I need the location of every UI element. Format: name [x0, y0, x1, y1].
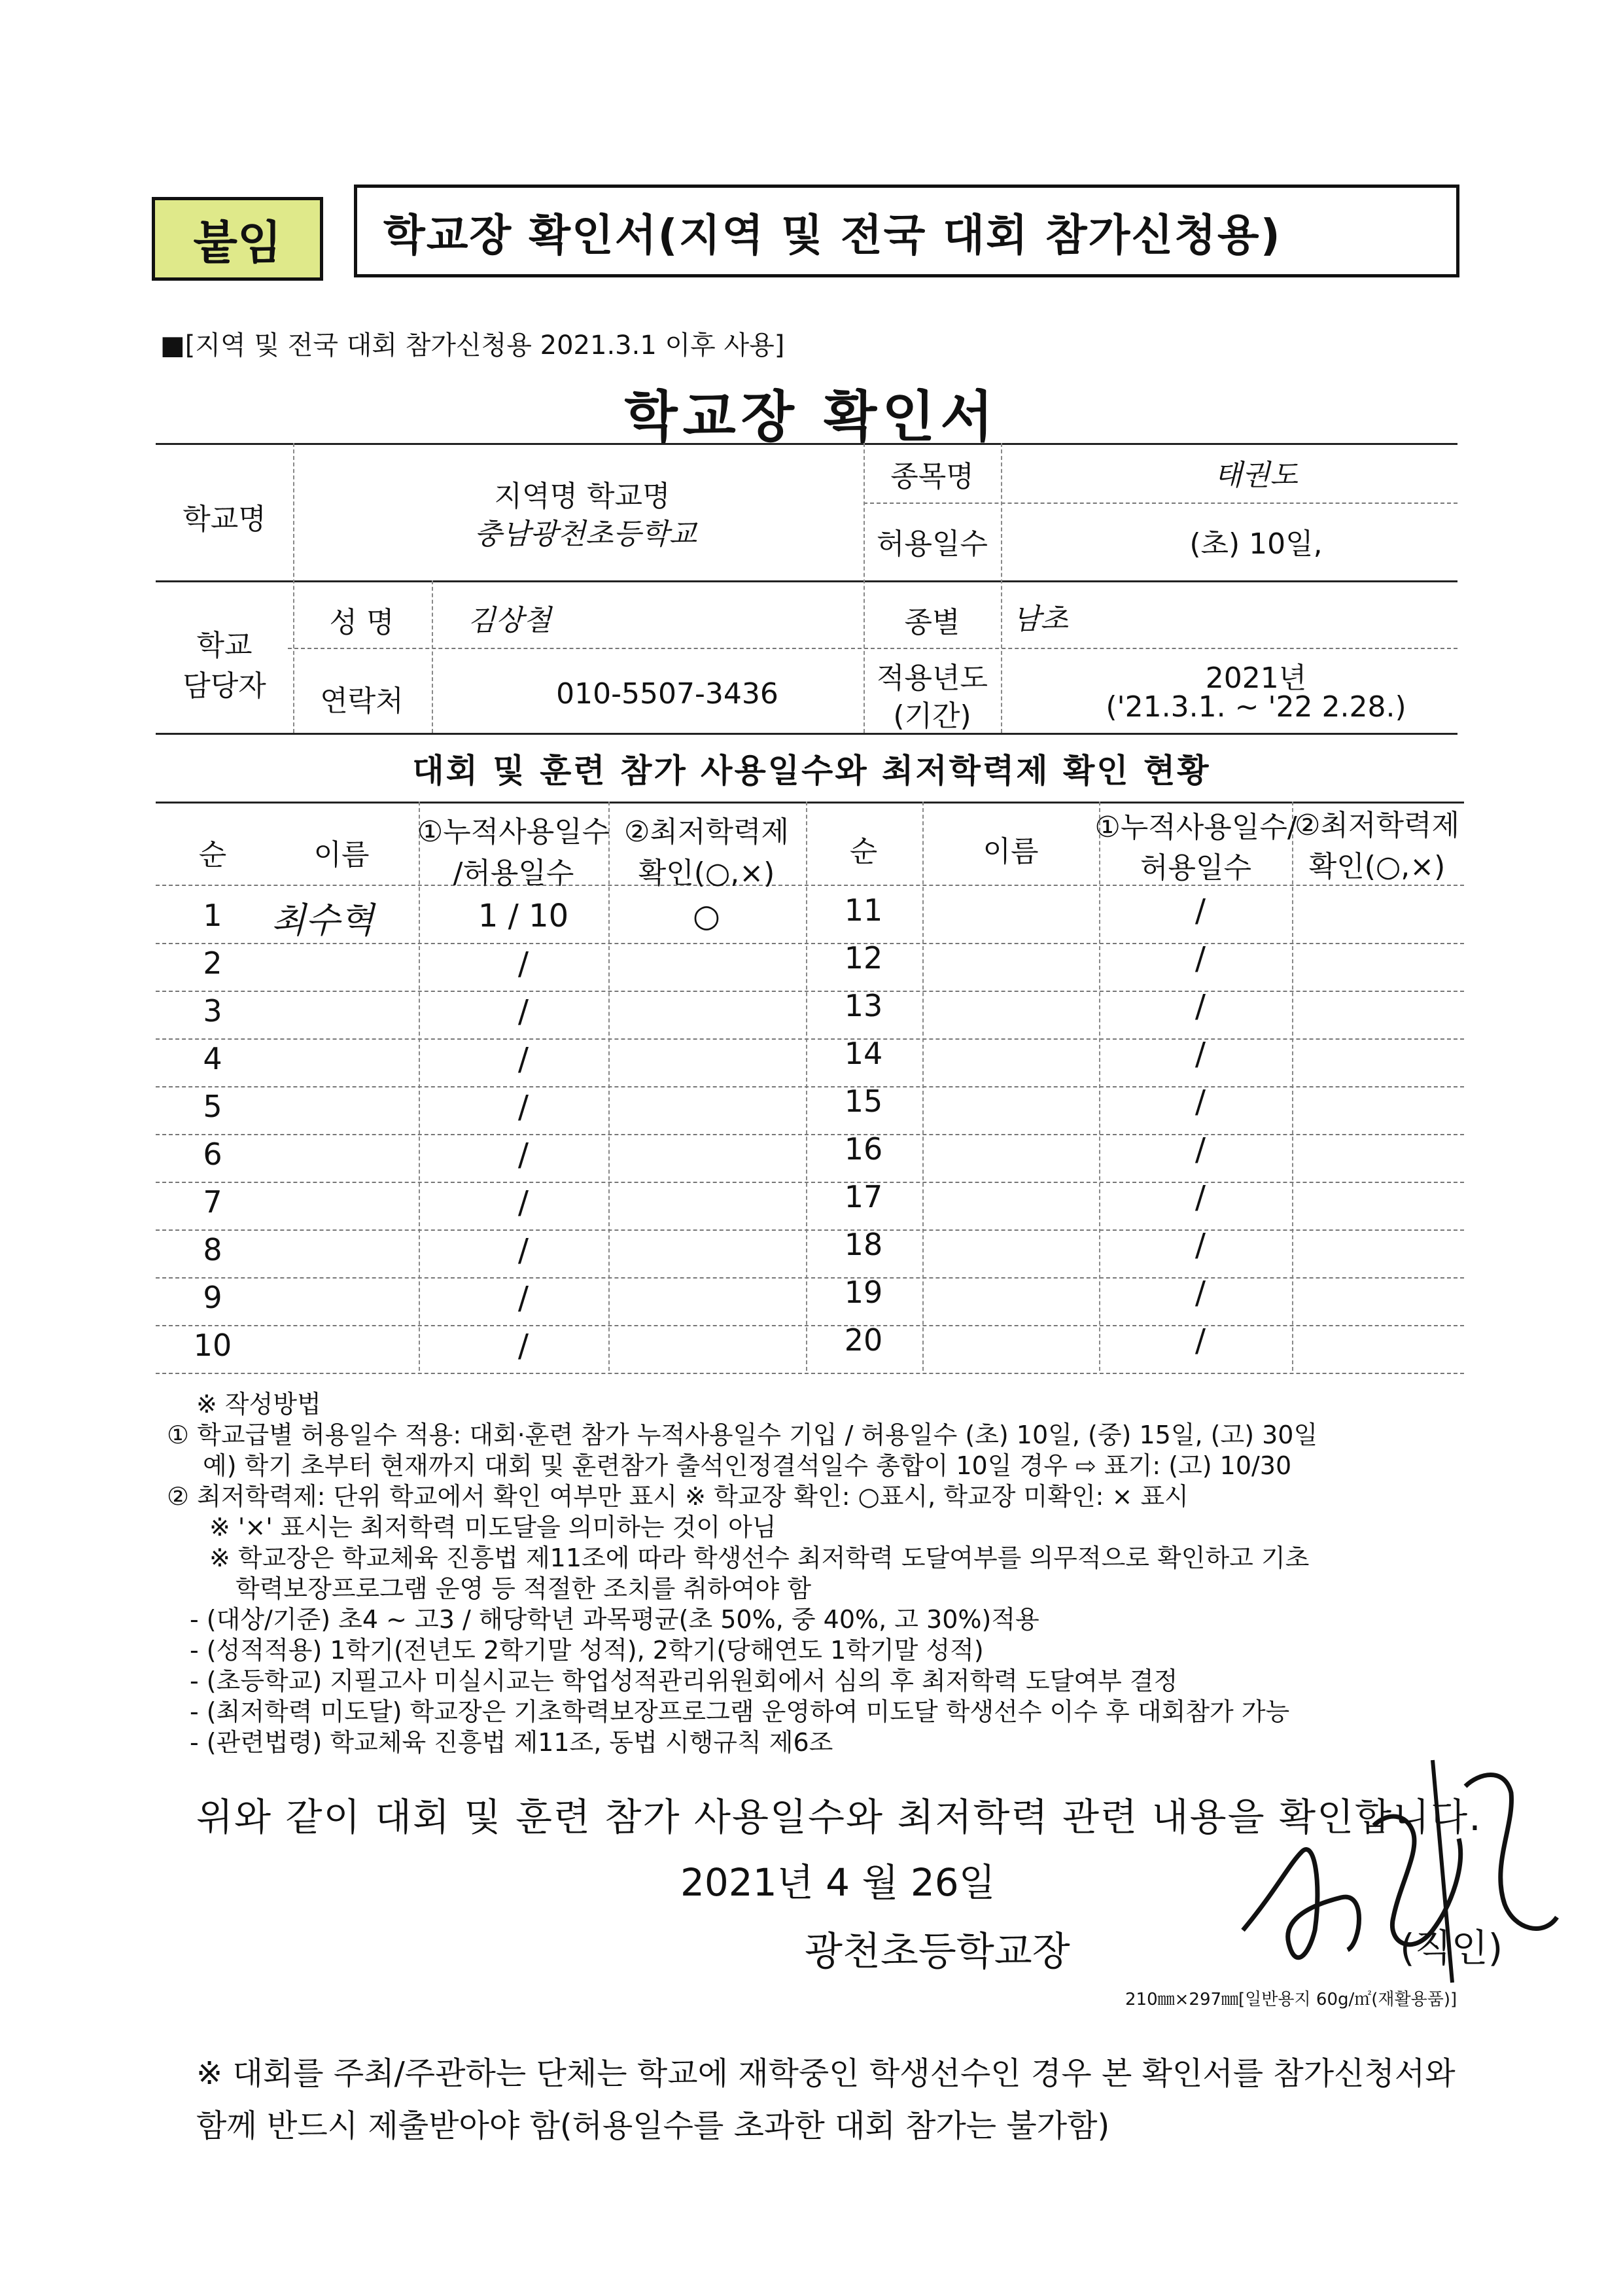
- header-min-1: ②최저학력제: [624, 815, 789, 849]
- paper-spec: 210㎜×297㎜[일반용지 60g/㎡(재활용품)]: [1125, 1990, 1457, 2009]
- sport-value: 태권도: [1214, 459, 1298, 492]
- header-min-2: 확인(○,×): [638, 857, 775, 890]
- period-value: ('21.3.1. ~ '22 2.28.): [1106, 690, 1406, 724]
- usage-days: /: [1195, 1322, 1206, 1359]
- contact-value: 010-5507-3436: [556, 677, 778, 711]
- row-number: 2: [203, 945, 222, 981]
- row-number: 15: [844, 1084, 883, 1119]
- guide-line: - (관련법령) 학교체육 진흥법 제11조, 동법 시행규칙 제6조: [190, 1728, 833, 1757]
- row-divider: [156, 1134, 1464, 1135]
- guide-line: 학력보장프로그램 운영 등 적절한 조치를 취하여야 함: [236, 1574, 812, 1603]
- min-academic-mark: ○: [693, 898, 720, 934]
- allowed-label: 허용일수: [876, 527, 988, 561]
- attachment-label: 붙임: [152, 197, 323, 281]
- row-number: 14: [844, 1036, 883, 1071]
- confirm-text: 위와 같이 대회 및 훈련 참가 사용일수와 최저학력 관련 내용을 확인합니다.: [196, 1795, 1482, 1839]
- row-number: 11: [844, 892, 883, 928]
- usage-days: /: [517, 1137, 529, 1173]
- staff-name-label: 성 명: [329, 606, 394, 639]
- staff-name: 김상철: [468, 604, 551, 637]
- info-divider: [288, 648, 1457, 649]
- header-title: 학교장 확인서(지역 및 전국 대회 참가신청용): [354, 185, 1459, 277]
- category-value: 남초: [1013, 603, 1069, 636]
- row-number: 1: [203, 898, 222, 933]
- row-divider: [156, 991, 1464, 992]
- guide-line: 예) 학기 초부터 현재까지 대회 및 훈련참가 출석인정결석일수 총합이 10일 경우 ⇨ 표기: (고) 10/30: [203, 1451, 1292, 1480]
- row-number: 18: [844, 1227, 883, 1262]
- usage-header-line: [156, 885, 1464, 886]
- guide-line: - (대상/기준) 초4 ~ 고3 / 해당학년 과목평균(초 50%, 중 40%, 고 30%)적용: [190, 1605, 1039, 1634]
- official-seal: (직인): [1400, 1926, 1503, 1970]
- header-min-right-1: ②최저학력제: [1295, 809, 1459, 842]
- row-number: 13: [844, 988, 883, 1023]
- info-mid-line: [156, 580, 1457, 582]
- header-min-right-2: 확인(○,×): [1308, 850, 1446, 883]
- info-col-line: [1001, 443, 1002, 733]
- row-number: 12: [844, 940, 883, 976]
- header-name: 이름: [313, 838, 370, 872]
- header-no: 순: [198, 838, 227, 872]
- usage-days: /: [517, 1280, 529, 1316]
- staff-label-2: 담당자: [183, 669, 266, 703]
- usage-days: /: [1195, 1084, 1206, 1120]
- row-divider: [156, 943, 1464, 944]
- guide-line: ※ '×' 표시는 최저학력 미도달을 의미하는 것이 아님: [209, 1513, 777, 1542]
- student-name: 최수혁: [271, 900, 374, 941]
- guide-line: ※ 작성방법: [196, 1390, 321, 1419]
- row-divider: [156, 1038, 1464, 1040]
- usage-days: /: [1195, 1036, 1206, 1072]
- date-text: 2021년 4 월 26일: [680, 1860, 996, 1905]
- header-name-right: 이름: [983, 835, 1039, 868]
- signature-image: [1217, 1734, 1583, 2009]
- info-col-line: [432, 580, 433, 733]
- info-top-line: [156, 443, 1457, 445]
- usage-days: /: [1195, 1179, 1206, 1216]
- header-no-right: 순: [849, 835, 878, 868]
- header-days-right-1: ①누적사용일수/: [1094, 811, 1297, 844]
- year-value: 2021년: [1205, 662, 1307, 695]
- info-bottom-line: [156, 733, 1457, 735]
- header-days-right-2: 허용일수: [1140, 851, 1252, 885]
- usage-days: /: [517, 993, 529, 1030]
- usage-days: 1 / 10: [478, 898, 569, 934]
- guide-line: - (성적적용) 1학기(전년도 2학기말 성적), 2학기(당해연도 1학기말 성적): [190, 1636, 984, 1665]
- info-col-line: [293, 443, 294, 733]
- footer-line-1: ※ 대회를 주최/주관하는 단체는 학교에 재학중인 학생선수인 경우 본 확인서를 참가신청서와: [196, 2055, 1456, 2092]
- row-divider: [156, 1325, 1464, 1326]
- usage-days: /: [1195, 1227, 1206, 1263]
- usage-days: /: [517, 1089, 529, 1125]
- usage-days: /: [1195, 940, 1206, 977]
- row-number: 6: [203, 1137, 222, 1172]
- usage-days: /: [517, 1184, 529, 1221]
- guide-line: ② 최저학력제: 단위 학교에서 확인 여부만 표시 ※ 학교장 확인: ○표시, 학교장 미확인: × 표시: [167, 1482, 1189, 1511]
- row-number: 4: [203, 1041, 222, 1076]
- usage-days: /: [517, 945, 529, 982]
- row-number: 20: [844, 1322, 883, 1358]
- row-number: 19: [844, 1275, 883, 1310]
- info-col-line: [864, 443, 865, 733]
- row-divider: [156, 1086, 1464, 1087]
- guide-line: ※ 학교장은 학교체육 진흥법 제11조에 따라 학생선수 최저학력 도달여부를 의무적으로 확인하고 기초: [209, 1544, 1310, 1572]
- year-label-1: 적용년도: [876, 662, 988, 695]
- row-divider: [156, 1373, 1464, 1374]
- usage-days: /: [1195, 988, 1206, 1025]
- sport-label: 종목명: [890, 460, 974, 493]
- row-divider: [156, 1277, 1464, 1279]
- staff-label-1: 학교: [196, 629, 253, 662]
- allowed-value: (초) 10일,: [1189, 527, 1323, 561]
- footer-line-2: 함께 반드시 제출받아야 함(허용일수를 초과한 대회 참가는 불가함): [196, 2108, 1110, 2144]
- guide-line: ① 학교급별 허용일수 적용: 대회·훈련 참가 누적사용일수 기입 / 허용일수 (초) 10일, (중) 15일, (고) 30일: [167, 1421, 1318, 1449]
- school-label: 학교명: [183, 503, 266, 536]
- school-sub-label: 지역명 학교명: [494, 480, 671, 513]
- category-label: 종별: [904, 606, 960, 639]
- guide-line: - (초등학교) 지필고사 미실시교는 학업성적관리위원회에서 심의 후 최저학력 도달여부 결정: [190, 1667, 1178, 1695]
- row-number: 5: [203, 1089, 222, 1124]
- row-number: 3: [203, 993, 222, 1029]
- header-days-1: ①누적사용일수: [417, 815, 610, 849]
- usage-days: /: [1195, 1131, 1206, 1168]
- info-divider: [864, 503, 1457, 504]
- usage-days: /: [517, 1328, 529, 1364]
- row-number: 8: [203, 1232, 222, 1267]
- year-label-2: (기간): [893, 699, 971, 733]
- school-name: 충남광천초등학교: [474, 518, 697, 551]
- row-number: 17: [844, 1179, 883, 1214]
- row-number: 16: [844, 1131, 883, 1167]
- row-number: 9: [203, 1280, 222, 1315]
- contact-label: 연락처: [320, 684, 404, 718]
- row-number: 10: [193, 1328, 232, 1363]
- row-divider: [156, 1229, 1464, 1231]
- usage-days: /: [517, 1041, 529, 1078]
- row-divider: [156, 1182, 1464, 1183]
- usage-notice: ■[지역 및 전국 대회 참가신청용 2021.3.1 이후 사용]: [160, 330, 785, 361]
- usage-days: /: [517, 1232, 529, 1269]
- section-title: 대회 및 훈련 참가 사용일수와 최저학력제 확인 현황: [412, 752, 1211, 790]
- header-days-2: /허용일수: [453, 857, 574, 890]
- principal-title: 광천초등학교장: [805, 1929, 1070, 1975]
- usage-days: /: [1195, 892, 1206, 929]
- doc-title: 학교장 확인서: [624, 385, 999, 449]
- usage-days: /: [1195, 1275, 1206, 1311]
- guide-line: - (최저학력 미도달) 학교장은 기초학력보장프로그램 운영하여 미도달 학생선수 이수 후 대회참가 가능: [190, 1697, 1290, 1726]
- row-number: 7: [203, 1184, 222, 1220]
